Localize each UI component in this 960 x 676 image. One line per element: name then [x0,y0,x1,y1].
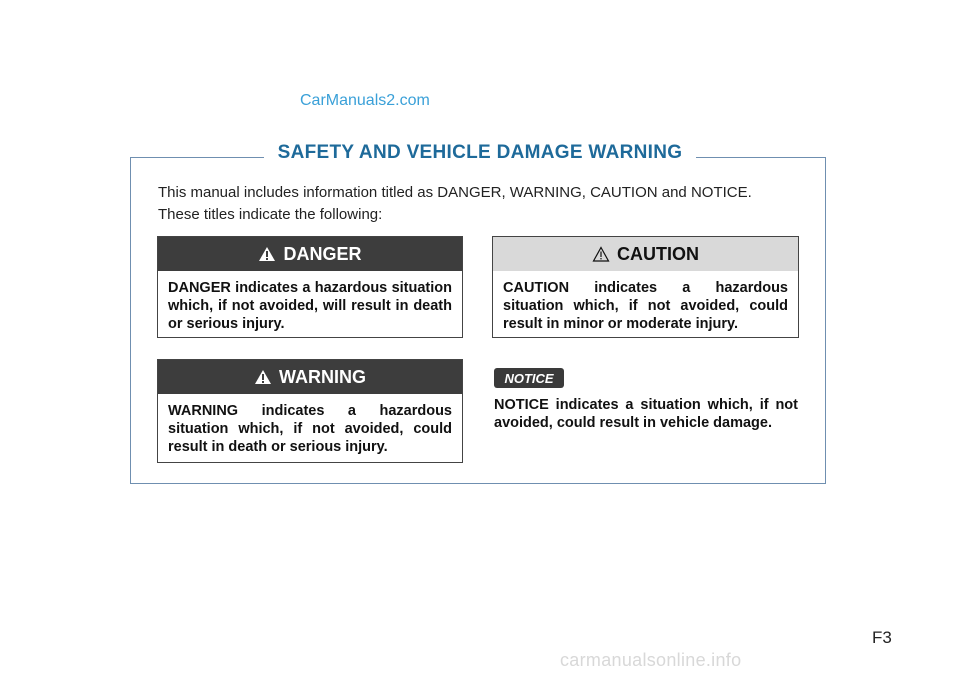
section-title: SAFETY AND VEHICLE DAMAGE WARNING [264,142,697,164]
intro-line-2: These titles indicate the following: [158,206,383,223]
caution-label: CAUTION [617,243,699,264]
notice-text: NOTICE indicates a situation which, if not avoided, could result in vehicle damage. [494,397,798,431]
intro-line-1: This manual includes information titled as DANGER, WARNING, CAUTION and NOTICE. [158,184,752,201]
danger-box [157,236,463,338]
warning-triangle-outline-icon [592,246,610,262]
warning-header [158,360,462,394]
danger-text: DANGER indicates a hazardous situation which, if not avoided, will result in death or serious injury. [168,280,452,332]
danger-label: DANGER [283,243,362,264]
watermark-top: CarManuals2.com [300,92,430,109]
intro-text [158,182,808,226]
warning-triangle-icon [258,246,276,262]
warning-triangle-icon [254,369,272,385]
caution-header [493,237,798,271]
caution-box [492,236,799,338]
page-number: F3 [872,628,892,647]
caution-text: CAUTION indicates a hazardous situation which, if not avoided, could result in minor or moderate injury. [503,280,788,332]
watermark-bottom: carmanualsonline.info [560,650,742,670]
warning-box [157,359,463,463]
danger-header [158,237,462,271]
notice-badge: NOTICE [494,368,564,388]
warning-text: WARNING indicates a hazardous situation which, if not avoided, could result in death or serious injury. [168,403,452,455]
warning-label: WARNING [279,366,366,387]
